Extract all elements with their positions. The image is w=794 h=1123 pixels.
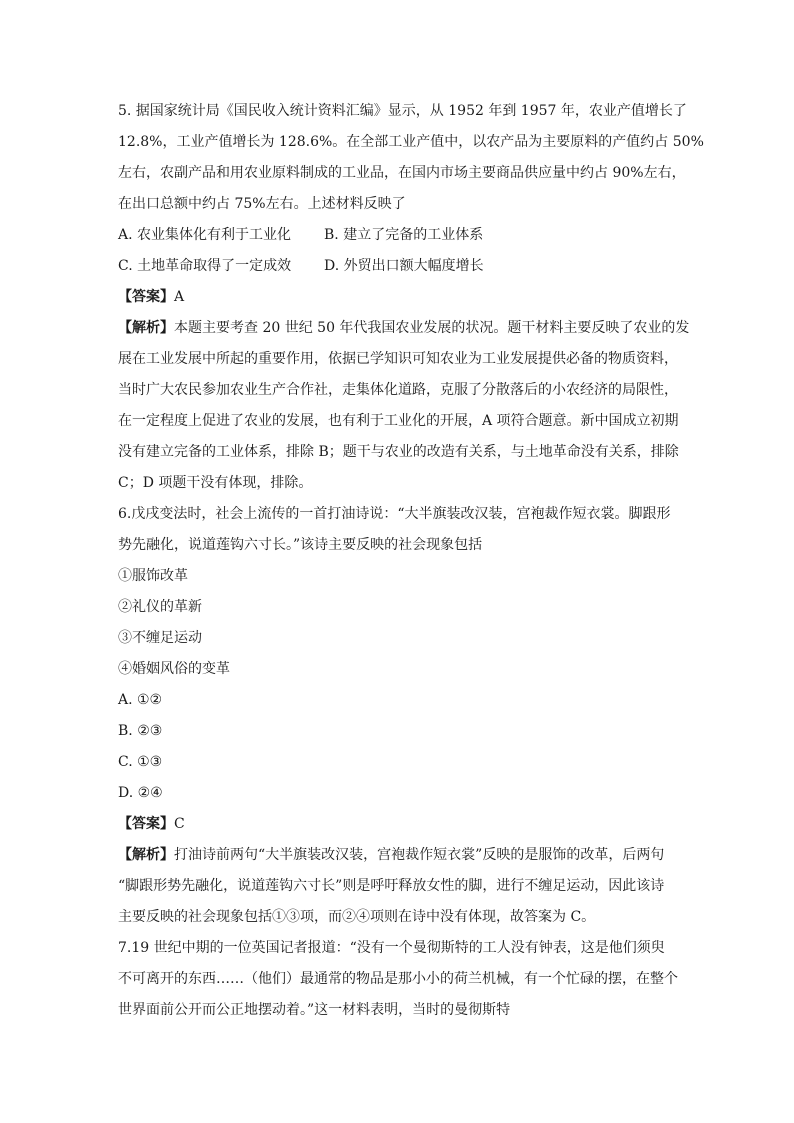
q5-stem-line: 5. 据国家统计局《国民收入统计资料汇编》显示，从 1952 年到 1957 年，农业产值增长了 xyxy=(118,103,687,119)
q6-option-c: C. ①③ xyxy=(118,754,163,770)
q6-item: ①服饰改革 xyxy=(118,568,188,584)
q5-stem-line: 12.8%，工业产值增长为 128.6%。在全部工业产值中，以农产品为主要原料的产值约占 50% xyxy=(118,134,704,150)
q7-stem-line: 不可离开的东西……（他们）最通常的物品是那小小的荷兰机械，有一个忙碌的摆，在整个 xyxy=(118,971,678,987)
question-7 xyxy=(118,933,684,1026)
answer-value: C xyxy=(174,816,185,832)
q6-stem-line: 势先融化，说道莲钩六寸长。”该诗主要反映的社会现象包括 xyxy=(118,537,483,553)
q5-answer xyxy=(118,282,684,313)
q5-analysis-line: 没有建立完备的工业体系，排除 B；题干与农业的改造有关系，与土地革命没有关系，排除 xyxy=(118,444,679,460)
q5-option-c: C. 土地革命取得了一定成效 xyxy=(118,258,292,274)
answer-label: 【答案】 xyxy=(118,816,174,832)
answer-label: 【答案】 xyxy=(118,289,174,305)
q6-stem-line: 6.戊戌变法时，社会上流传的一首打油诗说：“大半旗装改汉装，宫袍裁作短衣裳。脚跟形 xyxy=(118,506,671,522)
q5-options-row-1 xyxy=(118,220,684,251)
q5-analysis-line: 当时广大农民参加农业生产合作社，走集体化道路，克服了分散落后的小农经济的局限性， xyxy=(118,382,678,398)
q5-option-d: D. 外贸出口额大幅度增长 xyxy=(324,258,484,274)
q5-analysis-line: 展在工业发展中所起的重要作用，依据已学知识可知农业为工业发展提供必备的物质资料， xyxy=(118,351,678,367)
q6-analysis-line xyxy=(118,840,684,871)
q6-analysis-line: “脚跟形势先融化，说道莲钩六寸长”则是呼吁释放女性的脚，进行不缠足运动，因此该诗 xyxy=(118,878,665,894)
q6-item: ④婚姻风俗的变革 xyxy=(118,661,230,677)
answer-value: A xyxy=(174,289,185,305)
analysis-label: 【解析】 xyxy=(118,320,174,336)
q6-item: ②礼仪的革新 xyxy=(118,599,202,615)
analysis-label: 【解析】 xyxy=(118,847,174,863)
analysis-text: 本题主要考查 20 世纪 50 年代我国农业发展的状况。题干材料主要反映了农业的发 xyxy=(174,320,690,336)
q7-stem-line: 7.19 世纪中期的一位英国记者报道：“没有一个曼彻斯特的工人没有钟表，这是他们须臾 xyxy=(118,940,665,956)
q5-option-b: B. 建立了完备的工业体系 xyxy=(324,227,484,243)
q5-analysis-line: 在一定程度上促进了农业的发展，也有利于工业化的开展，A 项符合题意。新中国成立初期 xyxy=(118,413,679,429)
q5-analysis-line xyxy=(118,313,690,344)
q6-option-d: D. ②④ xyxy=(118,785,163,801)
analysis-text: 打油诗前两句“大半旗装改汉装，宫袍裁作短衣裳”反映的是服饰的改革，后两句 xyxy=(174,847,665,863)
q5-stem-line: 左右，农副产品和用农业原料制成的工业品，在国内市场主要商品供应量中约占 90%左右， xyxy=(118,165,686,181)
question-5 xyxy=(118,96,704,499)
q6-analysis-line: 主要反映的社会现象包括①③项，而②④项则在诗中没有体现，故答案为 C。 xyxy=(118,909,596,925)
q5-analysis-line: C；D 项题干没有体现，排除。 xyxy=(118,475,313,491)
q6-option-a: A. ①② xyxy=(118,692,163,708)
question-6 xyxy=(118,499,684,933)
q5-options-row-2 xyxy=(118,251,684,282)
q6-item: ③不缠足运动 xyxy=(118,630,202,646)
q5-stem-line: 在出口总额中约占 75%左右。上述材料反映了 xyxy=(118,196,406,212)
q7-stem-line: 世界面前公开而公正地摆动着。”这一材料表明，当时的曼彻斯特 xyxy=(118,1002,511,1018)
q5-option-a: A. 农业集体化有利于工业化 xyxy=(118,227,292,243)
q6-answer xyxy=(118,809,684,840)
q6-option-b: B. ②③ xyxy=(118,723,163,739)
